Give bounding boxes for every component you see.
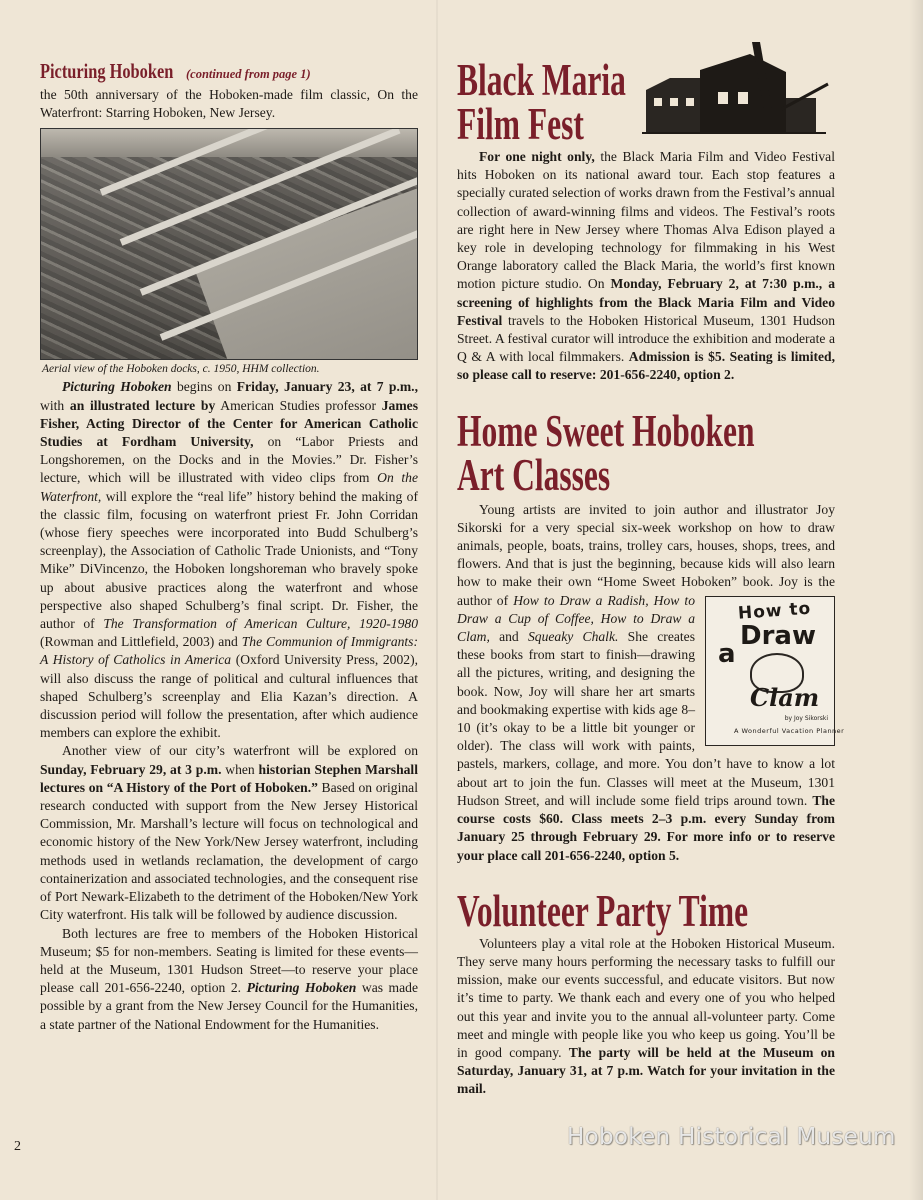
art-classes-heading	[457, 405, 835, 501]
lecture-paragraph-1	[40, 378, 418, 742]
book-cover-image	[705, 596, 845, 746]
text: Another view of our city’s waterfront will be explored on	[62, 743, 418, 759]
text: Young artists are invited to join author and illustrator Joy Sikorski for a very special six-week workshop on how to draw animals, people, boats, trains, trolley cars, houses, shops, trees, and flowers. And that is just the beginning, because kids will also learn how to make their own “Home Sweet Hoboken” book. Joy is the author of	[457, 501, 835, 608]
volunteer-heading	[457, 885, 835, 936]
date-bold: Friday, January 23, at 7 p.m.,	[236, 379, 418, 395]
art-classes-title-line-1: Home Sweet Hoboken	[457, 405, 755, 456]
book-cover-title-2: Draw a	[718, 620, 816, 669]
text: when	[221, 761, 259, 777]
page-number: 2	[14, 1139, 21, 1154]
text: travels to the Hoboken Historical Museum, 1301 Hudson Street. A festival curator will introduce the exhibition and moderate a Q & A with local filmmakers.	[457, 312, 835, 365]
film-title: On the Waterfront,	[40, 470, 418, 504]
watermark: Hoboken Historical Museum	[567, 1124, 896, 1150]
text: She creates these books from start to finish—drawing all the pictures, writing, and designing the book. Now, Joy will share her art smarts and bookmaking expertise with kids age 8–10 (it’s okay to be a little bit younger or older). The class will work with paints, pastels, markers, collage, and more. You don’t have to know a lot about art to join the fun. Classes will meet at the Museum, 1301 Hudson Street, and will include some field trips around town.	[457, 629, 835, 808]
party-info-bold: The party will be held at the Museum on Saturday, January 31, at 7 p.m. Watch for your invitation in the mail.	[457, 1044, 835, 1097]
book-title: The Transformation of American Culture, 1920-1980	[103, 616, 418, 632]
intro-text-body: the 50th anniversary of the Hoboken-made film classic, On the Waterfront: Starring Hoboken, New Jersey.	[40, 87, 418, 121]
text: Based on original research conducted with support from the New Jersey Historical Commission, Mr. Marshall’s lecture will focus on technological and economic history of the New York/New Jersey waterfront, including methods used in wetlands reclamation, the development of cargo containerization and associated technologies, and the consequent rise of Port Newark-Elizabeth to the detriment of the Hoboken/New York City waterfront. His talk will be followed by audience discussion.	[40, 779, 418, 923]
admission-bold: Admission is $5. Seating is limited, so please call to reserve: 201-656-2240, option 2.	[457, 349, 835, 383]
em-title: Picturing Hoboken	[62, 379, 172, 395]
speaker-bold: historian Stephen Marshall lectures on “A History of the Port of Hoboken.”	[40, 761, 418, 795]
text: Both lectures are free to members of the Hoboken Historical Museum; $5 for non-members. Seating is limited for these events—held at the Museum, 1301 Hudson Street—to reserve your place please call 201-656-2240, option 2.	[40, 925, 418, 996]
right-column	[457, 55, 845, 1099]
kicker-heading	[40, 58, 418, 86]
kicker-title: Picturing Hoboken	[40, 59, 174, 83]
art-classes-title-line-2: Art Classes	[457, 449, 611, 500]
black-maria-title-line-2: Film Fest	[457, 99, 584, 149]
page-fold	[436, 0, 438, 1200]
photo-caption: Aerial view of the Hoboken docks, c. 1950, HHM collection.	[42, 363, 320, 376]
book-title: The Communion of Immigrants: A History of Catholics in America	[40, 634, 419, 668]
bold-text: For one night only,	[479, 149, 595, 164]
course-info-bold: The course costs $60. Class meets 2–3 p.m. every Sunday from January 25 through February 29. For more info or to reserve your place call 201-656-2240, option 5.	[457, 792, 835, 863]
black-maria-title-line-1: Black Maria	[457, 55, 626, 105]
volunteer-title: Volunteer Party Time	[457, 885, 749, 936]
text: American Studies professor	[215, 397, 382, 413]
date-bold: Sunday, February 29, at 3 p.m.	[40, 761, 222, 777]
page-edge-shadow	[909, 0, 923, 1200]
text: the Black Maria Film and Video Festival hits Hoboken on its national award tour. Each stop features a specially curated selection of works drawn from the Festival’s annual collection of award-winning films and videos. The Festival’s roots are right here in New Jersey where Thomas Alva Edison played a key role in developing technology for filmmaking in his West Orange laboratory called the Black Maria, the world’s first known motion picture studio. On	[457, 149, 835, 292]
kicker-note: (continued from page 1)	[186, 67, 311, 81]
aerial-photo	[40, 128, 418, 360]
book-cover-title-1: How to	[737, 598, 812, 624]
book-title: Squeaky Chalk.	[527, 629, 619, 645]
speaker-bold: James Fisher, Acting Director of the Center for American Catholic Studies at Fordham University,	[40, 397, 418, 450]
book-titles: How to Draw a Radish, How to Draw a Cup of Coffee, How to Draw a Clam,	[457, 592, 695, 645]
text: (Oxford University Press, 2002), will also discuss the range of political and cultural influences that shaped Schulberg’s screenplay and Elia Kazan’s direction. A discussion period will follow the presentation, after which audience members can explore the exhibit.	[40, 652, 418, 741]
left-column	[40, 58, 418, 1034]
text: will explore the “real life” history behind the making of the classic film, focusing on waterfront priest Fr. John Corridan (whose fiery speeches were incorporated into Budd Schulberg’s screenplay), the Association of Catholic Trade Unionists, and “Tony Mike” DiVincenzo, the Hoboken longshoreman who bravely spoke up about abusive practices along the waterfront and whose perspective also shaped Schulberg’s final script. Dr. Fisher, the author of	[40, 488, 418, 632]
lecture-paragraph-2	[40, 742, 418, 924]
text: (Rowman and Littlefield, 2003) and	[40, 634, 242, 650]
text: on “Labor Priests and Longshoremen, on the Docks and in the Movies.” Dr. Fisher’s lecture, which will be illustrated with video clips from	[40, 434, 419, 486]
volunteer-paragraph	[457, 935, 835, 1099]
book-cover-author: by Joy Sikorski	[784, 715, 828, 723]
black-maria-paragraph	[457, 148, 835, 385]
date-bold: Monday, February 2, at 7:30 p.m., a screening of highlights from the Black Maria Film and Video Festival	[457, 276, 835, 328]
em-title: Picturing Hoboken	[246, 980, 357, 996]
bold-text: an illustrated lecture by	[69, 397, 216, 413]
text: Volunteers play a vital role at the Hoboken Historical Museum. They serve many hours performing the necessary tasks to fulfill our mission, make our events successful, and educate visitors. But now it’s time to party. We thank each and every one of you who helped out this year and invite you to the annual all-volunteer party. Come meet and mingle with people like you who keep us going. You’ll be in good company.	[457, 935, 835, 1060]
art-classes-paragraph	[457, 501, 845, 865]
black-maria-heading	[457, 55, 835, 149]
book-cover-title-3: Clam	[750, 682, 820, 712]
lecture-paragraph-3	[40, 925, 418, 1034]
text: was made possible by a grant from the New Jersey Council for the Humanities, a state partner of the National Endowment for the Humanities.	[40, 980, 418, 1032]
text: begins on	[171, 379, 237, 395]
text: and	[489, 629, 528, 645]
photo-water	[195, 181, 418, 360]
book-cover-subtitle: A Wonderful Vacation Planner	[734, 727, 845, 736]
intro-text	[40, 86, 418, 122]
text: with	[40, 397, 70, 413]
